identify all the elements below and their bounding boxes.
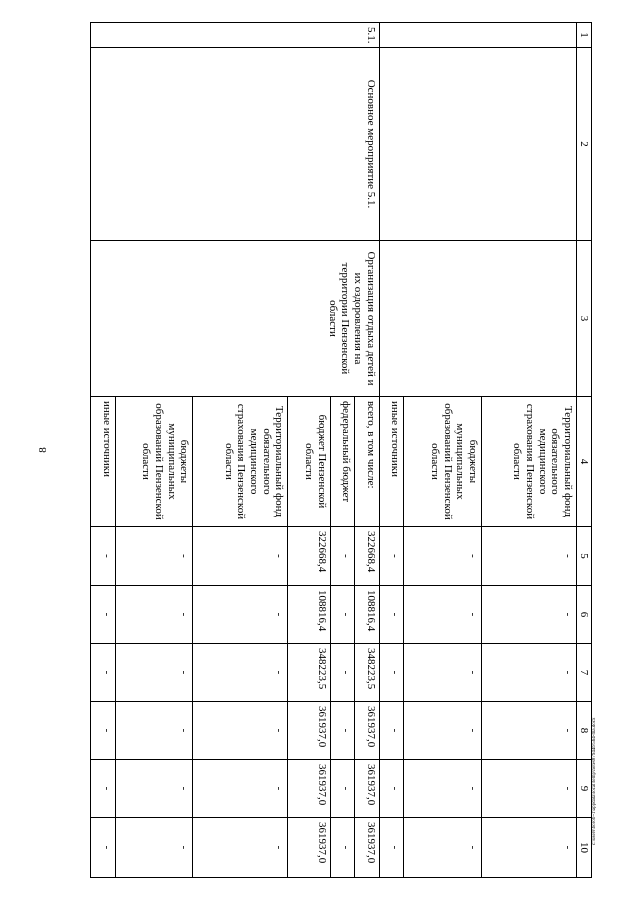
- value-cell: -: [481, 760, 576, 818]
- rotated-table-container: [90, 22, 592, 877]
- value-cell: -: [379, 702, 404, 760]
- value-cell: -: [115, 644, 193, 702]
- value-cell: -: [481, 818, 576, 878]
- header-cell: 10: [577, 818, 592, 878]
- value-cell: -: [404, 586, 482, 644]
- value-cell: -: [330, 527, 355, 586]
- table-row: [481, 23, 576, 878]
- value-cell: -: [481, 644, 576, 702]
- header-cell: 9: [577, 760, 592, 818]
- value-cell: -: [379, 586, 404, 644]
- value-cell: -: [379, 644, 404, 702]
- footer-file-path: c:\users\borob~1\appdata\local\temp\notes87944b\564-ma.docx: [592, 717, 597, 845]
- source-label: иные источники: [91, 397, 116, 527]
- number-cell: 5.1.: [91, 23, 380, 48]
- page-number: 8: [36, 447, 49, 453]
- name-cell: Основное мероприятие 5.1.: [91, 48, 380, 241]
- funding-table: [90, 22, 592, 878]
- value-cell: -: [481, 702, 576, 760]
- value-cell: 361937,0: [288, 702, 330, 760]
- name-cell: [379, 48, 576, 241]
- value-cell: -: [193, 818, 288, 878]
- number-cell: [379, 23, 576, 48]
- value-cell: -: [115, 818, 193, 878]
- value-cell: -: [379, 760, 404, 818]
- source-label: Территориальный фонд обязательного медицинского страхования Пензенской области: [193, 397, 288, 527]
- header-cell: 4: [577, 397, 592, 527]
- value-cell: -: [193, 644, 288, 702]
- description-cell: [379, 241, 576, 397]
- value-cell: -: [91, 586, 116, 644]
- value-cell: -: [481, 527, 576, 586]
- header-cell: 3: [577, 241, 592, 397]
- value-cell: -: [330, 586, 355, 644]
- value-cell: 361937,0: [288, 818, 330, 878]
- value-cell: 361937,0: [355, 818, 380, 878]
- value-cell: -: [115, 760, 193, 818]
- value-cell: -: [481, 586, 576, 644]
- value-cell: -: [379, 818, 404, 878]
- value-cell: 361937,0: [355, 702, 380, 760]
- value-cell: -: [91, 760, 116, 818]
- header-row: [577, 23, 592, 878]
- value-cell: 361937,0: [288, 760, 330, 818]
- value-cell: -: [404, 644, 482, 702]
- value-cell: -: [330, 644, 355, 702]
- value-cell: -: [404, 760, 482, 818]
- value-cell: 322668,4: [355, 527, 380, 586]
- value-cell: -: [404, 527, 482, 586]
- value-cell: -: [115, 586, 193, 644]
- value-cell: -: [193, 760, 288, 818]
- value-cell: 348223,5: [355, 644, 380, 702]
- value-cell: -: [193, 702, 288, 760]
- header-cell: 7: [577, 644, 592, 702]
- header-cell: 2: [577, 48, 592, 241]
- value-cell: -: [115, 702, 193, 760]
- source-label: всего, в том числе:: [355, 397, 380, 527]
- value-cell: 348223,5: [288, 644, 330, 702]
- value-cell: -: [91, 644, 116, 702]
- value-cell: 361937,0: [355, 760, 380, 818]
- source-label: Территориальный фонд обязательного медицинского страхования Пензенской области: [481, 397, 576, 527]
- value-cell: -: [115, 527, 193, 586]
- source-label: бюджет Пензенской области: [288, 397, 330, 527]
- source-label: бюджеты муниципальных образований Пензенской области: [404, 397, 482, 527]
- value-cell: -: [379, 527, 404, 586]
- value-cell: -: [404, 818, 482, 878]
- source-label: иные источники: [379, 397, 404, 527]
- source-label: федеральный бюджет: [330, 397, 355, 527]
- value-cell: -: [91, 527, 116, 586]
- value-cell: 322668,4: [288, 527, 330, 586]
- value-cell: -: [193, 586, 288, 644]
- value-cell: -: [330, 702, 355, 760]
- header-cell: 5: [577, 527, 592, 586]
- header-cell: 1: [577, 23, 592, 48]
- value-cell: 108816,4: [355, 586, 380, 644]
- value-cell: -: [330, 760, 355, 818]
- value-cell: 108816,4: [288, 586, 330, 644]
- value-cell: -: [91, 818, 116, 878]
- value-cell: -: [330, 818, 355, 878]
- description-cell: Организация отдыха детей и их оздоровления на территории Пензенской области: [91, 241, 380, 397]
- value-cell: -: [404, 702, 482, 760]
- value-cell: -: [193, 527, 288, 586]
- header-cell: 6: [577, 586, 592, 644]
- value-cell: -: [91, 702, 116, 760]
- source-label: бюджеты муниципальных образований Пензенской области: [115, 397, 193, 527]
- table-row: [355, 23, 380, 878]
- header-cell: 8: [577, 702, 592, 760]
